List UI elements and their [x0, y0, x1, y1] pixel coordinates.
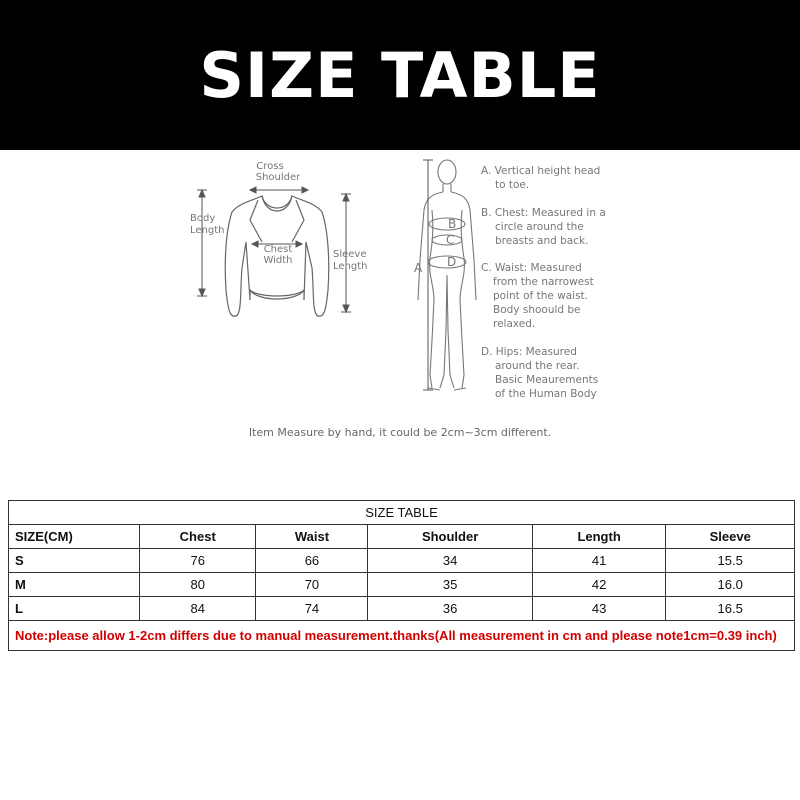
- waist-cell: 70: [256, 573, 368, 597]
- marker-a: A: [414, 261, 423, 275]
- cross-shoulder-label-2: Shoulder: [255, 172, 301, 183]
- size-cell: M: [9, 573, 140, 597]
- human-body-figure: [418, 160, 476, 390]
- size-table-title: SIZE TABLE: [9, 501, 795, 525]
- marker-d: D: [447, 255, 457, 269]
- legend-c-line-3: point of the waist.: [493, 290, 589, 302]
- legend-d-line-2: around the rear.: [495, 360, 580, 372]
- waist-cell: 74: [256, 597, 368, 621]
- marker-b: B: [448, 217, 457, 231]
- header-chest: Chest: [140, 525, 256, 549]
- measurement-disclaimer: Note:please allow 1-2cm differs due to manual measurement.thanks(All measurement in cm and please note1cm=0.39 inch): [9, 621, 795, 651]
- sleeve-length-label-2: Length: [333, 261, 368, 272]
- title-banner: [0, 0, 800, 150]
- length-cell: 41: [532, 549, 666, 573]
- legend-c-line-2: from the narrowest: [493, 276, 594, 288]
- sleeve-cell: 16.0: [666, 573, 795, 597]
- size-cell: S: [9, 549, 140, 573]
- chest-cell: 84: [140, 597, 256, 621]
- table-row: [9, 549, 795, 573]
- body-length-label-2: Length: [190, 225, 225, 236]
- legend-d-line-3: Basic Meaurements: [495, 374, 599, 386]
- table-row: [9, 597, 795, 621]
- header-size: SIZE(CM): [9, 525, 140, 549]
- header-sleeve: Sleeve: [666, 525, 795, 549]
- legend-c-line-5: relaxed.: [493, 318, 536, 330]
- sleeve-cell: 15.5: [666, 549, 795, 573]
- size-cell: L: [9, 597, 140, 621]
- legend-b-line-2: circle around the: [495, 221, 584, 233]
- size-table: [8, 500, 795, 651]
- legend-c-line-4: Body shoould be: [493, 304, 581, 316]
- measurement-legend: [481, 165, 606, 400]
- chest-width-label-1: Chest: [263, 244, 293, 255]
- length-cell: 42: [532, 573, 666, 597]
- length-cell: 43: [532, 597, 666, 621]
- cross-shoulder-label-1: Cross: [256, 161, 284, 172]
- legend-d-line-4: of the Human Body: [495, 388, 597, 400]
- shoulder-cell: 35: [368, 573, 532, 597]
- table-header-row: [9, 525, 795, 549]
- measurement-illustration: [0, 150, 800, 460]
- header-shoulder: Shoulder: [368, 525, 532, 549]
- shoulder-cell: 36: [368, 597, 532, 621]
- waist-cell: 66: [256, 549, 368, 573]
- sleeve-cell: 16.5: [666, 597, 795, 621]
- legend-b-line-3: breasts and back.: [495, 235, 589, 247]
- sleeve-length-label-1: Sleeve: [333, 249, 367, 260]
- measure-note: Item Measure by hand, it could be 2cm~3cm different.: [248, 426, 552, 439]
- legend-a-line-1: A. Vertical height head: [481, 165, 601, 177]
- header-length: Length: [532, 525, 666, 549]
- legend-d-line-1: D. Hips: Measured: [481, 346, 577, 358]
- legend-b-line-1: B. Chest: Measured in a: [481, 207, 606, 219]
- page-title: SIZE TABLE: [199, 38, 601, 112]
- shoulder-cell: 34: [368, 549, 532, 573]
- legend-c-line-1: C. Waist: Measured: [481, 262, 582, 274]
- chest-width-label-2: Width: [263, 255, 293, 266]
- chest-cell: 76: [140, 549, 256, 573]
- legend-a-line-2: to toe.: [495, 179, 530, 191]
- marker-c: C: [446, 233, 455, 247]
- chest-cell: 80: [140, 573, 256, 597]
- header-waist: Waist: [256, 525, 368, 549]
- table-row: [9, 573, 795, 597]
- body-length-label-1: Body: [190, 213, 216, 224]
